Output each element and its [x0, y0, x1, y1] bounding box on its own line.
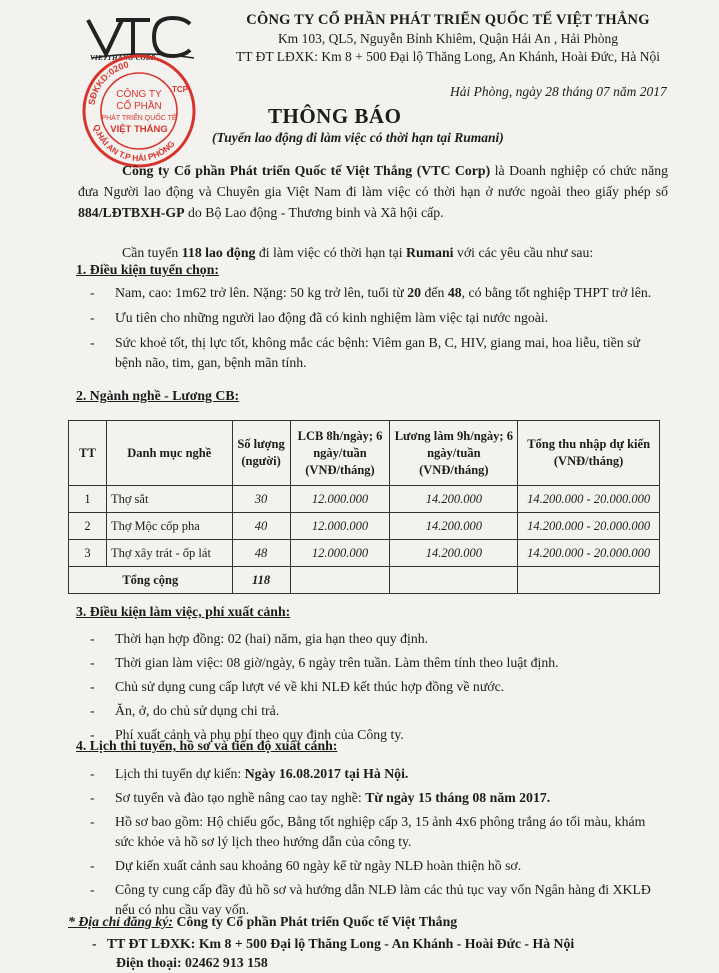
- list-item: - Công ty cung cấp đầy đủ hồ sơ và hướng dẫn NLĐ làm các thủ tục vay vốn Ngân hàng đi XKLĐ nếu có nhu cầu vay vốn.: [90, 882, 651, 917]
- list-item: - Hồ sơ bao gồm: Hộ chiếu gốc, Bằng tốt nghiệp cấp 3, 15 ảnh 4x6 phông trắng áo tối màu, khám sức khỏe và hồ sơ lý lịch theo hướng dẫn của công ty.: [90, 814, 646, 849]
- stamp-line-2: CỔ PHẦN: [116, 101, 162, 112]
- section-3-heading: 3. Điều kiện làm việc, phí xuất cảnh:: [76, 604, 291, 619]
- cell-lcb: 12.000.000: [290, 513, 390, 540]
- jobs-table: [68, 420, 660, 594]
- intro-paragraph: [78, 160, 668, 223]
- cell-lcb: 12.000.000: [290, 540, 390, 567]
- footer-office: - TT ĐT LĐXK: Km 8 + 500 Đại lộ Thăng Long - An Khánh - Hoài Đức - Hà Nội: [92, 936, 575, 951]
- intro-text: là Doanh nghiệp có chức năng đưa Người lao động và Chuyên gia Việt Nam đi làm việc có thời hạn ở nước ngoài theo giấy phép số: [78, 163, 668, 199]
- cell-tt: 1: [69, 486, 107, 513]
- intro-company: Công ty Cổ phần Phát triển Quốc tế Việt Thắng (VTC Corp): [122, 163, 491, 178]
- cell-qty: 30: [232, 486, 290, 513]
- document-title: THÔNG BÁO: [268, 104, 402, 128]
- list-item: - Thời gian làm việc: 08 giờ/ngày, 6 ngày trên tuần. Làm thêm tính theo luật định.: [90, 655, 559, 670]
- company-address: Km 103, QL5, Nguyễn Bỉnh Khiêm, Quận Hải An , Hải Phòng: [277, 31, 619, 46]
- recruit-count: 118 lao động: [181, 245, 256, 260]
- stamp-ring-top: SĐKKD:0200: [86, 59, 130, 106]
- recruit-paragraph: Cần tuyển 118 lao động đi làm việc có thời hạn tại Rumani với các yêu cầu như sau:: [122, 245, 594, 260]
- stamp-line-4: VIỆT THẮNG: [110, 124, 168, 135]
- document-subtitle: (Tuyển lao động đi làm việc có thời hạn tại Rumani): [212, 130, 504, 145]
- column-header-ot: Lương làm 9h/ngày; 6 ngày/tuần (VNĐ/tháng): [390, 421, 518, 486]
- cell-job: Thợ xây trát - ốp lát: [106, 540, 232, 567]
- column-header-job: Danh mục nghề: [106, 421, 232, 486]
- stamp-ring-bottom: Q.HẢI AN T.P HẢI PHÒNG: [91, 123, 177, 164]
- logo-caption: VIETTHANG CORP: [90, 54, 156, 62]
- column-header-qty: Số lượng (người): [232, 421, 290, 486]
- cell-job: Thợ sắt: [106, 486, 232, 513]
- cell-job: Thợ Mộc cốp pha: [106, 513, 232, 540]
- list-item: - Thời hạn hợp đồng: 02 (hai) năm, gia hạn theo quy định.: [90, 631, 429, 646]
- column-header-tt: TT: [69, 421, 107, 486]
- section-1-heading: 1. Điều kiện tuyển chọn:: [76, 262, 219, 277]
- list-item: - Ưu tiên cho những người lao động đã có kinh nghiệm làm việc tại nước ngoài.: [90, 310, 549, 325]
- list-item: - Chủ sử dụng cung cấp lượt vé về khi NLĐ kết thúc hợp đồng về nước.: [90, 679, 505, 694]
- table-row: [69, 513, 660, 540]
- table-header-row: [69, 421, 660, 486]
- cell-qty: 40: [232, 513, 290, 540]
- registration-label: * Địa chỉ đăng ký:: [68, 914, 174, 929]
- cell-total: 14.200.000 - 20.000.000: [518, 486, 660, 513]
- cell-ot: 14.200.000: [390, 540, 518, 567]
- footer-phone: Điện thoại: 02462 913 158: [116, 955, 268, 970]
- table-row: [69, 540, 660, 567]
- list-item: - Dự kiến xuất cảnh sau khoảng 60 ngày kể từ ngày NLĐ hoàn thiện hồ sơ.: [90, 858, 522, 873]
- registration-address: [68, 911, 668, 932]
- section-4-heading: 4. Lịch thi tuyển, hồ sơ và tiến độ xuất cảnh:: [76, 738, 338, 753]
- stamp-line-3: PHÁT TRIỂN QUỐC TẾ: [101, 115, 177, 122]
- company-header: [228, 12, 668, 65]
- table-total-row: [69, 567, 660, 594]
- recruit-country: Rumani: [405, 245, 454, 260]
- column-header-lcb: LCB 8h/ngày; 6 ngày/tuần (VNĐ/tháng): [290, 421, 390, 486]
- section-3-list: [84, 629, 664, 749]
- cell-lcb: 12.000.000: [290, 486, 390, 513]
- total-qty: 118: [232, 567, 290, 594]
- list-item: - Sơ tuyển và đào tạo nghề nâng cao tay nghề: Từ ngày 15 tháng 08 năm 2017.: [90, 790, 551, 805]
- list-item: - Phí xuất cảnh và phụ phí theo quy định của Công ty.: [90, 727, 404, 742]
- section-4-list: [84, 764, 664, 924]
- cell-tt: 2: [69, 513, 107, 540]
- section-1-list: [84, 283, 664, 378]
- cell-total: 14.200.000 - 20.000.000: [518, 540, 660, 567]
- section-2-heading: 2. Ngành nghề - Lương CB:: [76, 388, 240, 403]
- intro-issuer: do Bộ Lao động - Thương binh và Xã hội cấp.: [184, 205, 444, 220]
- cell-qty: 48: [232, 540, 290, 567]
- company-stamp: [80, 52, 198, 170]
- total-label: Tổng cộng: [69, 567, 233, 594]
- stamp-line-1: CÔNG TY: [116, 89, 162, 100]
- intro-license: 884/LĐTBXH-GP: [78, 205, 185, 220]
- dateline: Hải Phòng, ngày 28 tháng 07 năm 2017: [450, 84, 667, 99]
- list-item: - Nam, cao: 1m62 trở lên. Nặng: 50 kg trở lên, tuổi từ 20 đến 48, có bằng tốt nghiệp THPT trở lên.: [90, 285, 652, 300]
- list-item: - Sức khoẻ tốt, thị lực tốt, không mắc các bệnh: Viêm gan B, C, HIV, giang mai, hoa liễu, tiền sử bệnh não, tim, gan, bệnh mãn tính.: [90, 335, 640, 370]
- cell-tt: 3: [69, 540, 107, 567]
- table-row: [69, 486, 660, 513]
- list-item: - Ăn, ở, do chủ sử dụng chi trả.: [90, 703, 280, 718]
- cell-ot: 14.200.000: [390, 486, 518, 513]
- company-name: CÔNG TY CỔ PHẦN PHÁT TRIỂN QUỐC TẾ VIỆT THẮNG: [246, 12, 650, 28]
- company-office: TT ĐT LĐXK: Km 8 + 500 Đại lộ Thăng Long, An Khánh, Hoài Đức, Hà Nội: [235, 49, 660, 64]
- registration-value: Công ty Cổ phần Phát triển Quốc tế Việt Thắng: [173, 914, 458, 929]
- list-item: - Lịch thi tuyển dự kiến: Ngày 16.08.2017 tại Hà Nội.: [90, 766, 409, 781]
- stamp-ring-right: TCP: [172, 85, 188, 94]
- cell-ot: 14.200.000: [390, 513, 518, 540]
- cell-total: 14.200.000 - 20.000.000: [518, 513, 660, 540]
- column-header-total: Tổng thu nhập dự kiến (VNĐ/tháng): [518, 421, 660, 486]
